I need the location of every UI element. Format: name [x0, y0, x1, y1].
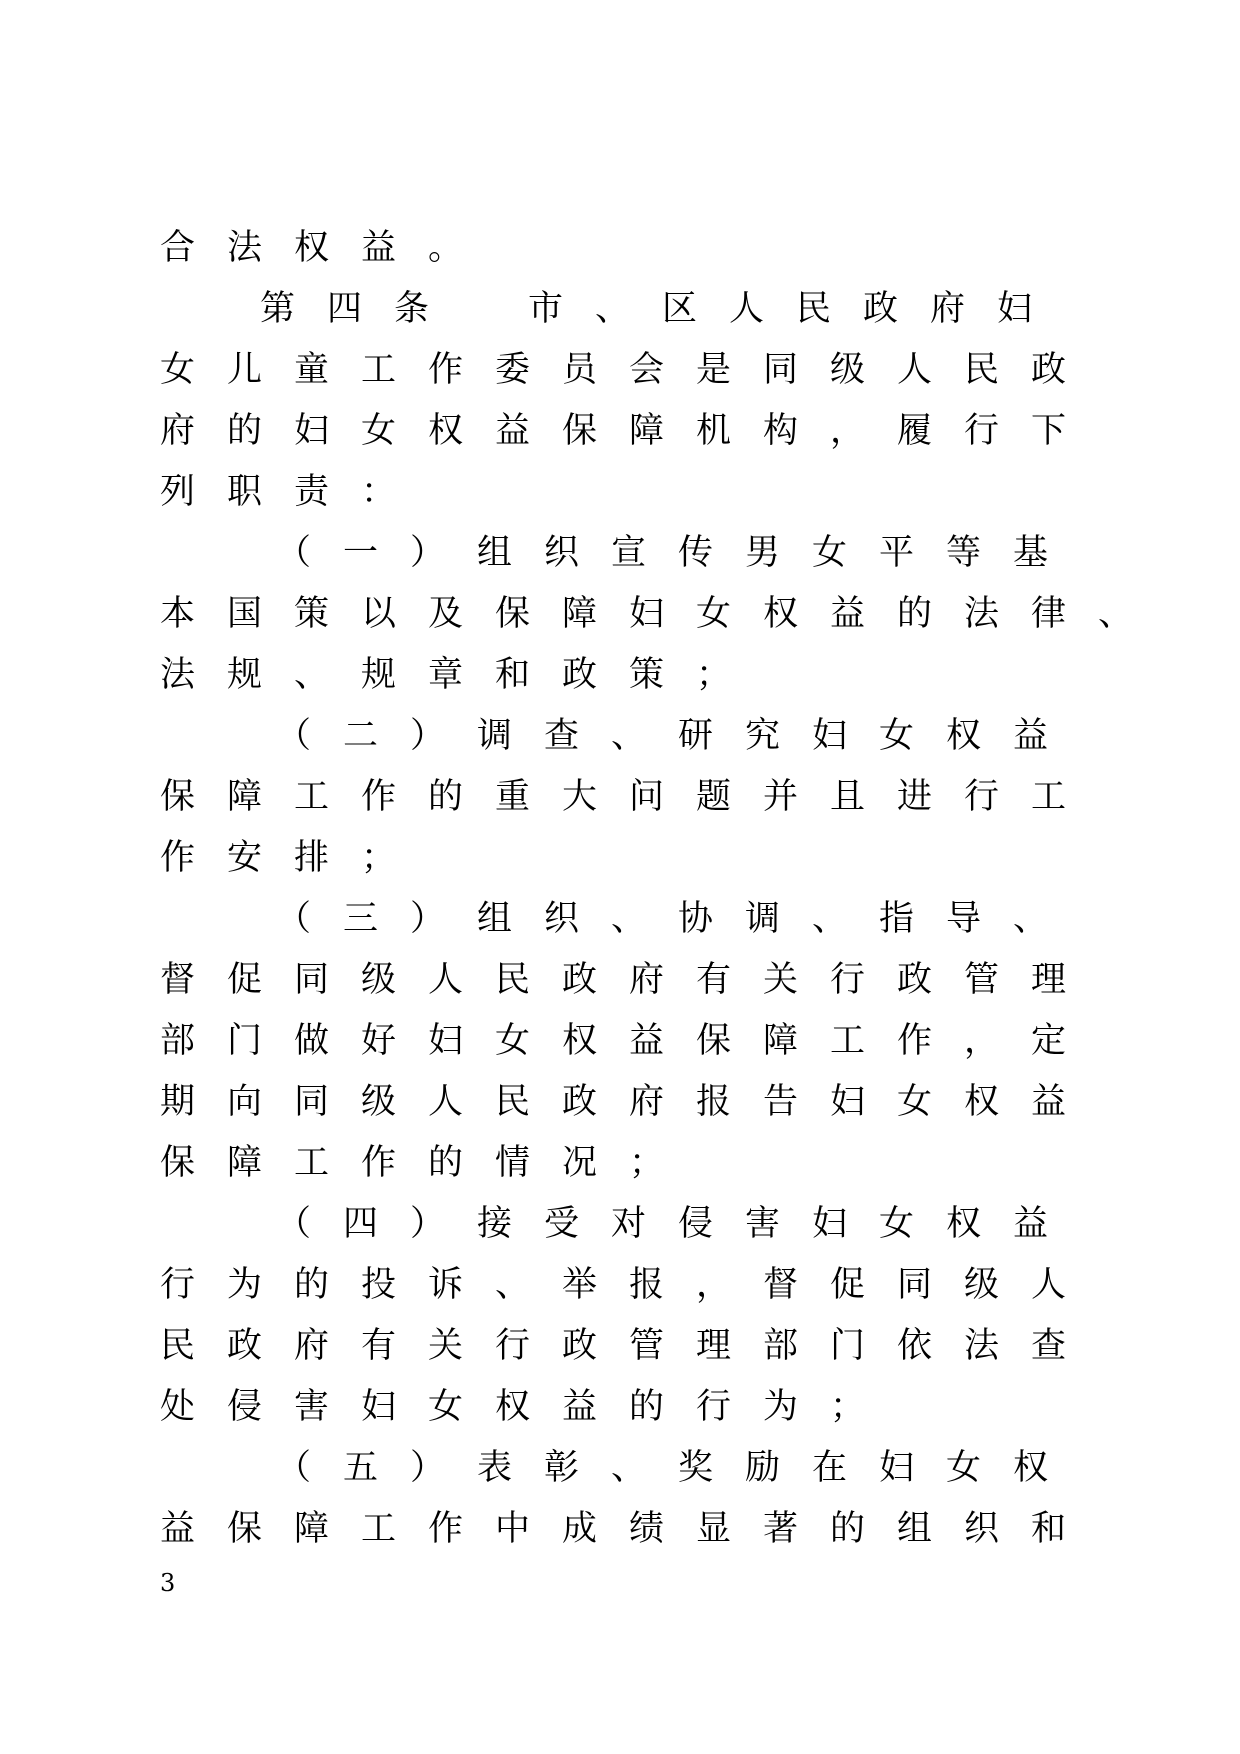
page-number: 3 — [160, 1569, 176, 1597]
text-line: 保障工作的情况； — [160, 1143, 697, 1183]
text-line: 益保障工作中成绩显著的组织和 — [160, 1509, 1099, 1549]
text-line: 期向同级人民政府报告妇女权益 — [160, 1082, 1099, 1122]
text-line: 列职责： — [160, 472, 429, 512]
text-line: 行为的投诉、举报，督促同级人 — [160, 1265, 1099, 1305]
text-line: 法规、规章和政策； — [160, 655, 764, 695]
text-line: 部门做好妇女权益保障工作，定 — [160, 1021, 1099, 1061]
text-line: 民政府有关行政管理部门依法查 — [160, 1326, 1099, 1366]
text-line: 本国策以及保障妇女权益的法律、 — [160, 594, 1166, 634]
text-line: 合法权益。 — [160, 228, 496, 268]
text-line: 女儿童工作委员会是同级人民政 — [160, 350, 1099, 390]
article-heading-line: 第四条 市、区人民政府妇 — [260, 289, 1065, 329]
list-item-line: （一）组织宣传男女平等基 — [276, 533, 1081, 573]
text-line: 保障工作的重大问题并且进行工 — [160, 777, 1099, 817]
text-line: 处侵害妇女权益的行为； — [160, 1387, 898, 1427]
list-item-line: （五）表彰、奖励在妇女权 — [276, 1448, 1081, 1488]
text-line: 督促同级人民政府有关行政管理 — [160, 960, 1099, 1000]
list-item-line: （四）接受对侵害妇女权益 — [276, 1204, 1081, 1244]
body-text — [160, 218, 1166, 1560]
list-item-line: （三）组织、协调、指导、 — [276, 899, 1081, 939]
list-item-line: （二）调查、研究妇女权益 — [276, 716, 1081, 756]
text-line: 作安排； — [160, 838, 429, 878]
text-line: 府的妇女权益保障机构，履行下 — [160, 411, 1099, 451]
